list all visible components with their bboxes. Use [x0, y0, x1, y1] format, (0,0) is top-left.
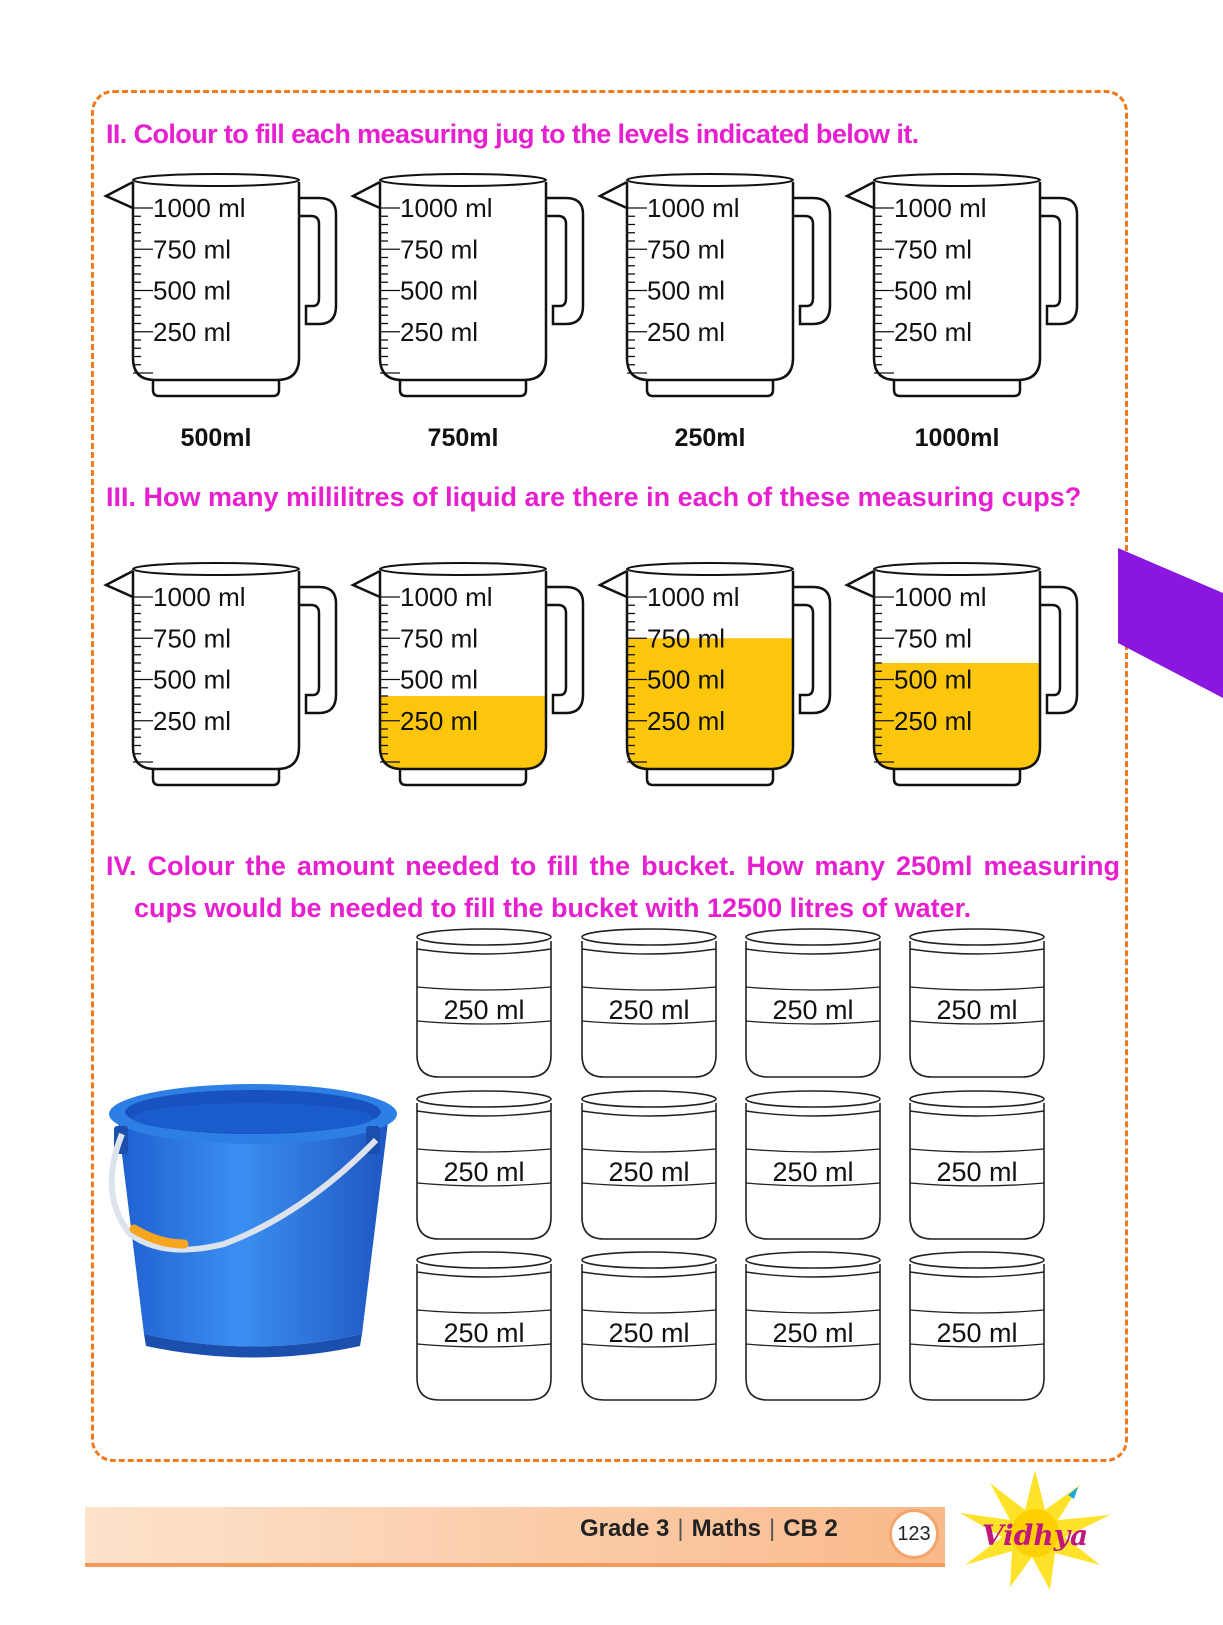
jug-scale-label: 1000 ml: [400, 193, 493, 223]
logo-text: Vidhya: [981, 1519, 1089, 1552]
vidhya-logo: [950, 1465, 1120, 1595]
measuring-cup[interactable]: [578, 1089, 723, 1244]
question-iv-title: IV. Colour the amount needed to fill the bucket. How many 250ml measuring cups would be needed to fill the bucket with 12500 litres of water.: [106, 851, 1120, 923]
measuring-jug[interactable]: [101, 168, 341, 408]
jug-scale-label: 250 ml: [400, 316, 479, 347]
cup-label: 250 ml: [443, 1157, 525, 1187]
footer-text: [580, 1515, 838, 1543]
footer-subject: Maths: [691, 1515, 761, 1542]
jug-scale-label: 1000 ml: [647, 193, 740, 223]
cup-label: 250 ml: [443, 1318, 525, 1348]
jug-scale-label: 500 ml: [894, 664, 973, 695]
cup-label: 250 ml: [608, 995, 690, 1025]
measuring-cup[interactable]: [578, 927, 723, 1082]
jug-scale-label: 250 ml: [153, 316, 232, 347]
measuring-cup[interactable]: [413, 1250, 558, 1405]
cup-label: 250 ml: [443, 995, 525, 1025]
jug-scale-label: 500 ml: [153, 275, 232, 306]
jug-scale-label: 500 ml: [400, 664, 479, 695]
jug-target-caption: 500ml: [180, 424, 252, 452]
jug-scale-label: 500 ml: [400, 275, 479, 306]
question-ii-title: II. Colour to fill each measuring jug to the levels indicated below it.: [106, 119, 919, 149]
jug-target-caption: 750ml: [427, 424, 499, 452]
measuring-cup[interactable]: [906, 1089, 1051, 1244]
cup-label: 250 ml: [936, 995, 1018, 1025]
jug-scale-label: 500 ml: [894, 275, 973, 306]
jug-scale-label: 500 ml: [153, 664, 232, 695]
question-iii-title: III. How many millilitres of liquid are there in each of these measuring cups?: [106, 482, 1082, 512]
footer-grade: Grade 3: [580, 1515, 670, 1542]
jug-scale-label: 750 ml: [894, 623, 973, 654]
cup-label: 250 ml: [608, 1157, 690, 1187]
jug-scale-label: 1000 ml: [153, 582, 246, 612]
side-tab-marker: [1118, 548, 1223, 698]
measuring-cup[interactable]: [906, 927, 1051, 1082]
jug-scale-label: 1000 ml: [647, 582, 740, 612]
jug-target-caption: 250ml: [674, 424, 746, 452]
cup-label: 250 ml: [772, 995, 854, 1025]
cup-label: 250 ml: [608, 1318, 690, 1348]
jug-scale-label: 1000 ml: [153, 193, 246, 223]
jug-scale-label: 250 ml: [153, 705, 232, 736]
measuring-cup[interactable]: [742, 927, 887, 1082]
measuring-cup[interactable]: [413, 927, 558, 1082]
measuring-jug-filled: [101, 557, 341, 797]
measuring-cup[interactable]: [906, 1250, 1051, 1405]
jug-scale-label: 1000 ml: [894, 193, 987, 223]
jug-scale-label: 1000 ml: [894, 582, 987, 612]
jug-scale-label: 750 ml: [647, 234, 726, 265]
measuring-jug-filled: [595, 557, 835, 797]
measuring-cup[interactable]: [742, 1089, 887, 1244]
cup-label: 250 ml: [936, 1157, 1018, 1187]
measuring-cup[interactable]: [742, 1250, 887, 1405]
jug-scale-label: 500 ml: [647, 275, 726, 306]
footer-separator: |: [768, 1515, 776, 1542]
footer-book: CB 2: [783, 1515, 838, 1542]
jug-scale-label: 500 ml: [647, 664, 726, 695]
cup-label: 250 ml: [936, 1318, 1018, 1348]
jug-scale-label: 250 ml: [647, 705, 726, 736]
jug-scale-label: 250 ml: [894, 705, 973, 736]
jug-scale-label: 250 ml: [400, 705, 479, 736]
jug-scale-label: 750 ml: [153, 234, 232, 265]
measuring-jug-filled: [348, 557, 588, 797]
jug-target-caption: 1000ml: [914, 424, 1000, 452]
page-number: 123: [889, 1509, 939, 1559]
jug-scale-label: 750 ml: [400, 234, 479, 265]
footer-separator: |: [677, 1515, 684, 1542]
measuring-jug-filled: [842, 557, 1082, 797]
jug-scale-label: 750 ml: [153, 623, 232, 654]
jug-scale-label: 750 ml: [647, 623, 726, 654]
measuring-cup[interactable]: [413, 1089, 558, 1244]
cup-label: 250 ml: [772, 1157, 854, 1187]
jug-scale-label: 750 ml: [894, 234, 973, 265]
jug-scale-label: 750 ml: [400, 623, 479, 654]
measuring-jug[interactable]: [348, 168, 588, 408]
measuring-cup[interactable]: [578, 1250, 723, 1405]
measuring-jug[interactable]: [842, 168, 1082, 408]
jug-scale-label: 1000 ml: [400, 582, 493, 612]
bucket-image: [104, 1084, 404, 1394]
jug-scale-label: 250 ml: [894, 316, 973, 347]
measuring-jug[interactable]: [595, 168, 835, 408]
cup-label: 250 ml: [772, 1318, 854, 1348]
jug-scale-label: 250 ml: [647, 316, 726, 347]
